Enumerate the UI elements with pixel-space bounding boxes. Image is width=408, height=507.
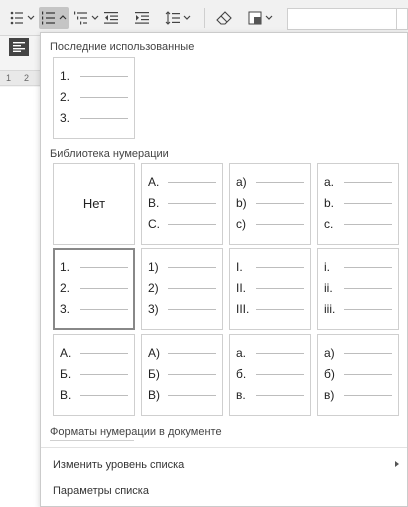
line-spacing-button[interactable] <box>164 7 192 29</box>
list-line <box>80 267 128 268</box>
toolbar-separator <box>204 8 205 28</box>
list-line <box>256 288 304 289</box>
align-left-icon <box>13 42 25 52</box>
font-name-input[interactable] <box>287 8 397 30</box>
list-marker: а) <box>324 346 335 360</box>
document-formats-title: Форматы нумерации в документе <box>50 426 222 438</box>
list-marker: b. <box>324 196 335 210</box>
menu-divider <box>41 447 407 448</box>
none-label: Нет <box>82 196 106 211</box>
document-page[interactable] <box>0 87 40 507</box>
list-marker: 3. <box>60 111 71 125</box>
align-left-button[interactable] <box>9 38 29 56</box>
list-marker: 2) <box>148 281 159 295</box>
increase-indent-icon <box>135 11 149 25</box>
decrease-indent-icon <box>104 11 118 25</box>
list-line <box>80 76 128 77</box>
list-line <box>80 118 128 119</box>
change-list-level-item[interactable] <box>41 452 407 478</box>
change-list-level-label: Изменить уровень списка <box>53 459 185 471</box>
list-line <box>344 288 392 289</box>
list-marker: в) <box>324 388 335 402</box>
list-line <box>256 182 304 183</box>
list-marker: Б) <box>148 367 160 381</box>
ruler-mark: 2 <box>24 73 30 83</box>
list-marker: b) <box>236 196 247 210</box>
numbered-list-button[interactable] <box>39 7 69 29</box>
library-tile-cyrillic-lower-paren[interactable] <box>317 334 399 416</box>
list-line <box>168 224 216 225</box>
list-marker: А. <box>60 346 72 360</box>
list-marker: 3. <box>60 302 71 316</box>
list-marker: iii. <box>324 302 336 316</box>
list-line <box>256 374 304 375</box>
toolbar <box>0 0 408 36</box>
list-line <box>256 309 304 310</box>
list-line <box>256 224 304 225</box>
list-line <box>256 203 304 204</box>
list-line <box>168 309 216 310</box>
multilevel-list-button[interactable] <box>72 7 100 29</box>
list-line <box>168 182 216 183</box>
library-tile-cyrillic-lower-dot[interactable] <box>229 334 311 416</box>
list-line <box>168 203 216 204</box>
list-marker: 1. <box>60 69 71 83</box>
multilevel-list-icon <box>73 11 99 25</box>
list-marker: в. <box>236 388 246 402</box>
list-line <box>344 267 392 268</box>
recent-section-title: Последние использованные <box>50 41 195 53</box>
line-spacing-icon <box>165 11 191 25</box>
bullet-list-button[interactable] <box>8 7 36 29</box>
list-line <box>168 374 216 375</box>
document-formats-preview <box>50 440 134 443</box>
library-tile-decimal-paren[interactable] <box>141 248 223 330</box>
list-marker: c. <box>324 217 334 231</box>
library-tile-decimal-dot[interactable] <box>53 248 135 330</box>
list-line <box>168 353 216 354</box>
list-marker: B. <box>148 196 160 210</box>
list-line <box>256 267 304 268</box>
list-marker: б. <box>236 367 247 381</box>
list-marker: i. <box>324 260 330 274</box>
increase-indent-button[interactable] <box>134 7 150 29</box>
list-marker: б) <box>324 367 335 381</box>
library-tile-cyrillic-upper-dot[interactable] <box>53 334 135 416</box>
list-marker: C. <box>148 217 160 231</box>
bullet-list-icon <box>9 11 35 25</box>
list-line <box>256 395 304 396</box>
list-line <box>344 224 392 225</box>
ruler-mark: 1 <box>6 73 12 83</box>
list-line <box>344 309 392 310</box>
shading-button[interactable] <box>247 7 275 29</box>
submenu-arrow-icon <box>395 461 399 467</box>
list-line <box>80 97 128 98</box>
numbered-list-icon <box>40 11 68 25</box>
library-tile-lower-alpha-dot[interactable] <box>317 163 399 245</box>
font-size-input[interactable] <box>396 8 408 30</box>
numbering-dropdown <box>40 32 408 507</box>
list-marker: I. <box>236 260 243 274</box>
list-line <box>168 395 216 396</box>
recent-numbering-tile[interactable] <box>53 57 135 139</box>
list-marker: 1. <box>60 260 71 274</box>
list-line <box>80 374 128 375</box>
list-marker: c) <box>236 217 246 231</box>
list-marker: 2. <box>60 90 71 104</box>
list-line <box>80 395 128 396</box>
list-marker: III. <box>236 302 250 316</box>
library-tile-none[interactable] <box>53 163 135 245</box>
list-line <box>80 309 128 310</box>
library-tile-upper-alpha[interactable] <box>141 163 223 245</box>
list-parameters-label: Параметры списка <box>53 485 149 497</box>
list-marker: A. <box>148 175 160 189</box>
library-tile-lower-roman[interactable] <box>317 248 399 330</box>
list-line <box>168 267 216 268</box>
list-marker: 1) <box>148 260 159 274</box>
list-line <box>168 288 216 289</box>
eraser-icon <box>216 11 232 25</box>
list-marker: II. <box>236 281 247 295</box>
library-tile-lower-alpha-paren[interactable] <box>229 163 311 245</box>
list-marker: В. <box>60 388 72 402</box>
ruler <box>0 70 40 86</box>
list-line <box>344 353 392 354</box>
clear-formatting-button[interactable] <box>215 7 233 29</box>
list-line <box>80 353 128 354</box>
list-marker: a. <box>324 175 335 189</box>
list-marker: В) <box>148 388 160 402</box>
list-line <box>256 353 304 354</box>
list-line <box>344 374 392 375</box>
list-marker: Б. <box>60 367 72 381</box>
list-marker: 3) <box>148 302 159 316</box>
list-line <box>344 203 392 204</box>
library-tile-upper-roman[interactable] <box>229 248 311 330</box>
list-line <box>344 395 392 396</box>
library-tile-cyrillic-upper-paren[interactable] <box>141 334 223 416</box>
list-line <box>80 288 128 289</box>
list-marker: а. <box>236 346 247 360</box>
list-marker: ii. <box>324 281 333 295</box>
decrease-indent-button[interactable] <box>103 7 119 29</box>
list-marker: a) <box>236 175 247 189</box>
library-section-title: Библиотека нумерации <box>50 148 169 160</box>
list-marker: 2. <box>60 281 71 295</box>
list-line <box>344 182 392 183</box>
list-parameters-item[interactable] <box>41 478 407 504</box>
shading-icon <box>248 11 274 25</box>
list-marker: А) <box>148 346 160 360</box>
